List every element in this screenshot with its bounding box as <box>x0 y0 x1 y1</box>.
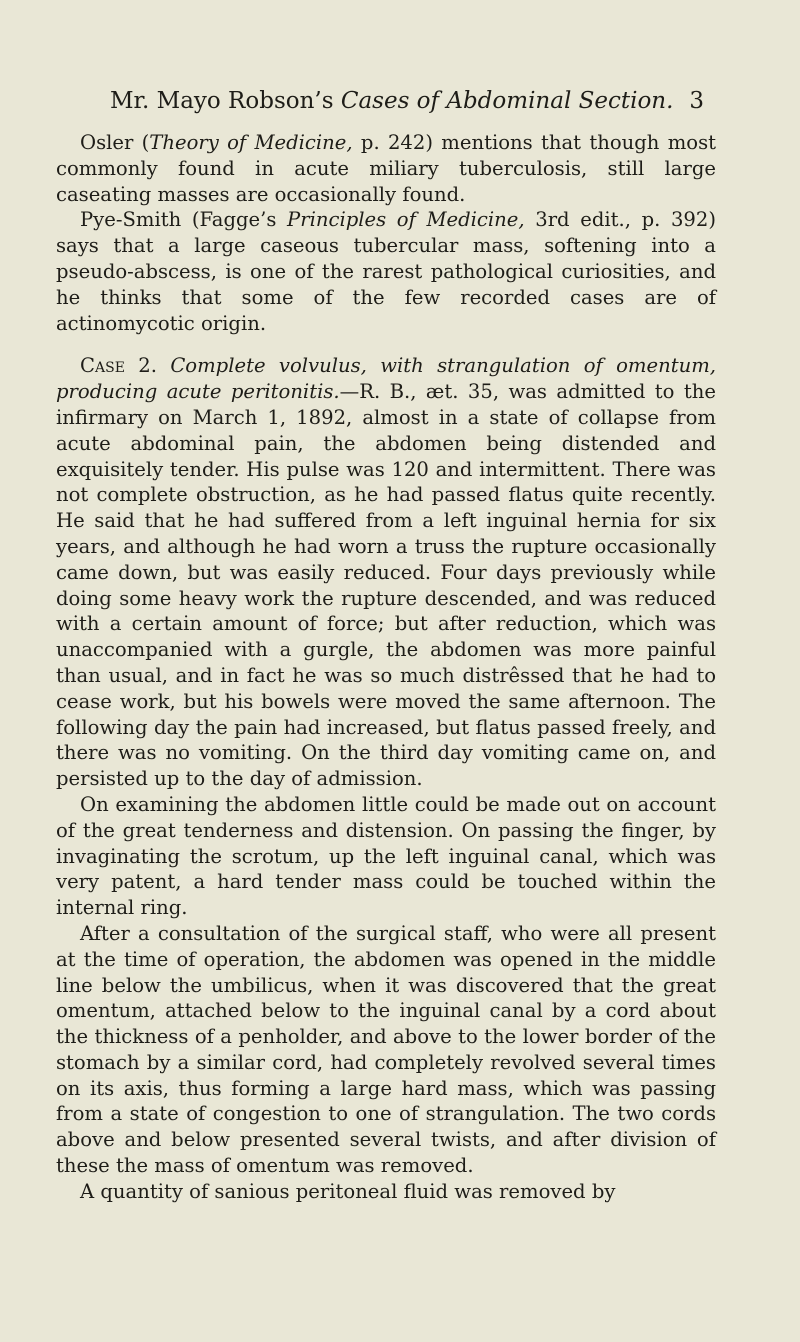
running-title: Mr. Mayo Robson’s Cases of Abdominal Section. <box>110 88 674 114</box>
body-text <box>56 130 716 1205</box>
paragraph-fluid: A quantity of sanious peritoneal fluid was removed by <box>80 1179 616 1203</box>
case-title: Complete volvulus, with strangulation of omentum, producing acute peritonitis. <box>56 354 717 404</box>
paragraph-examination: On examining the abdomen little could be made out on account of the great tenderness and distension. On passing the finger, by invaginating the scrotum, up the left inguinal canal, which was very patent, a hard tender mass could be touched within the internal ring. <box>56 792 716 920</box>
paragraph-pye-smith: Pye-Smith (Fagge’s Principles of Medicine, 3rd edit., p. 392) says that a large caseous tubercular mass, softening into a pseudo-abscess, is one of the rarest pathological curiosities, and he thinks that some of the few recorded cases are of actinomycotic origin. <box>56 208 717 335</box>
paragraph-case-2: Case 2. Complete volvulus, with strangulation of omentum, producing acute peritonitis.—R. B., æt. 35, was admitted to the infirmary on March 1, 1892, almost in a state of collapse from acute abdominal pain, the abdomen being distended and exquisitely tender. His pulse was 120 and intermittent. There was not complete obstruction, as he had passed flatus quite recently. He said that he had suffered from a left inguinal hernia for six years, and although he had worn a truss the rupture occasionally came down, but was easily reduced. Four days previously while doing some heavy work the rupture descended, and was reduced with a certain amount of force; but after reduction, which was unaccompanied with a gurgle, the abdomen was more painful than usual, and in fact he was so much distrêssed that he had to cease work, but his bowels were moved the same afternoon. The following day the pain had increased, but flatus passed freely, and there was no vomiting. On the third day vomiting came on, and persisted up to the day of admission. <box>56 354 717 791</box>
page-number: 3 <box>689 88 704 114</box>
running-head <box>110 86 704 116</box>
paragraph-operation: After a consultation of the surgical staff, who were all present at the time of operation, the abdomen was opened in the middle line below the umbilicus, when it was discovered that the great omentum, attached below to the inguinal canal by a cord about the thickness of a penholder, and above to the lower border of the stomach by a similar cord, had completely revolved several times on its axis, thus forming a large hard mass, which was passing from a state of congestion to one of strangulation. The two cords above and below presented several twists, and after division of these the mass of omentum was removed. <box>56 921 716 1178</box>
paragraph-osler: Osler (Theory of Medicine, p. 242) mentions that though most commonly found in acute miliary tuberculosis, still large caseating masses are occasionally found. <box>56 131 717 206</box>
case-label: Case <box>80 354 125 378</box>
